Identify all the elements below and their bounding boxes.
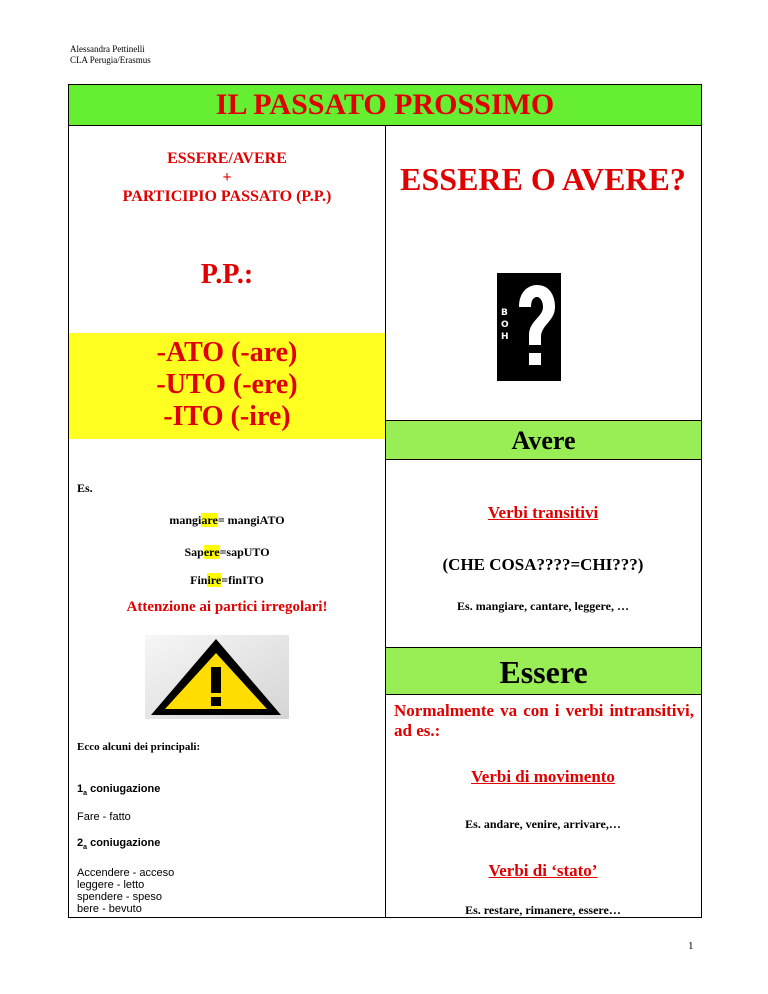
avere-subheading: Verbi transitivi (487, 503, 599, 522)
boh-letter: H (501, 332, 509, 342)
boh-letter: O (501, 320, 509, 330)
avere-question: (CHE COSA????=CHI???) (442, 555, 644, 574)
ending-ito: -ITO (-ire) (163, 401, 291, 432)
ending-ato: -ATO (-are) (156, 337, 298, 368)
essere-examples-movimento: Es. andare, venire, arrivare,… (465, 817, 621, 831)
formula (69, 149, 385, 206)
conj2-item: bere - bevuto (77, 903, 142, 915)
formula-line1: ESSERE/AVERE (167, 150, 287, 167)
conj2-item: spendere - speso (77, 891, 162, 903)
ending-highlight: ere (203, 545, 220, 559)
organization: CLA Perugia/Erasmus (70, 55, 151, 65)
document-header (70, 44, 151, 66)
conj2-heading: $2_a$ coniugazione (77, 837, 161, 852)
warning-icon (141, 633, 291, 726)
author-name: Alessandra Pettinelli (70, 44, 145, 54)
page-number: 1 (688, 940, 694, 952)
conj1-item: Fare - fatto (77, 811, 131, 823)
endings-box (69, 333, 385, 439)
essere-heading: Essere (499, 654, 588, 690)
es-label: Es. (77, 481, 93, 495)
ending-uto: -UTO (-ere) (156, 369, 298, 400)
essere-heading-box (385, 647, 702, 695)
essere-subheading-movimento: Verbi di movimento (471, 767, 615, 786)
example-sapere: Sapere=sapUTO (184, 545, 270, 559)
boh-letter: B (501, 308, 508, 318)
essere-description: Normalmente va con i verbi intransitivi, ad es.: (394, 701, 694, 740)
intro-text: Ecco alcuni dei principali: (77, 741, 201, 753)
conj2-item: leggere - letto (77, 879, 145, 891)
ending-highlight: ire (207, 573, 222, 587)
conj1-heading: $1_a$ coniugazione (77, 783, 161, 798)
question-mark-icon (497, 273, 561, 386)
lesson-table (68, 84, 702, 918)
title-bar (69, 85, 701, 126)
conj2-item: Accendere - acceso (77, 867, 175, 879)
essere-examples-stato: Es. restare, rimanere, essere… (465, 903, 621, 917)
warning-text: Attenzione ai partici irregolari! (126, 599, 328, 615)
essere-o-avere-question: ESSERE O AVERE? (400, 161, 686, 197)
pp-label: P.P.: (200, 259, 254, 290)
conj2-list (77, 867, 174, 915)
formula-plus: + (222, 169, 232, 186)
example-finire: Finire=finITO (190, 573, 264, 587)
example-mangiare: mangiare= mangiATO (169, 513, 285, 527)
ending-highlight: are (201, 513, 218, 527)
page-title: IL PASSATO PROSSIMO (215, 88, 555, 121)
conj1-list (77, 811, 131, 823)
essere-subheading-stato: Verbi di ‘stato’ (488, 861, 598, 880)
avere-examples: Es. mangiare, cantare, leggere, … (457, 599, 629, 613)
avere-heading: Avere (511, 426, 576, 455)
avere-heading-box (385, 420, 702, 460)
formula-line2: PARTICIPIO PASSATO (P.P.) (122, 188, 332, 205)
